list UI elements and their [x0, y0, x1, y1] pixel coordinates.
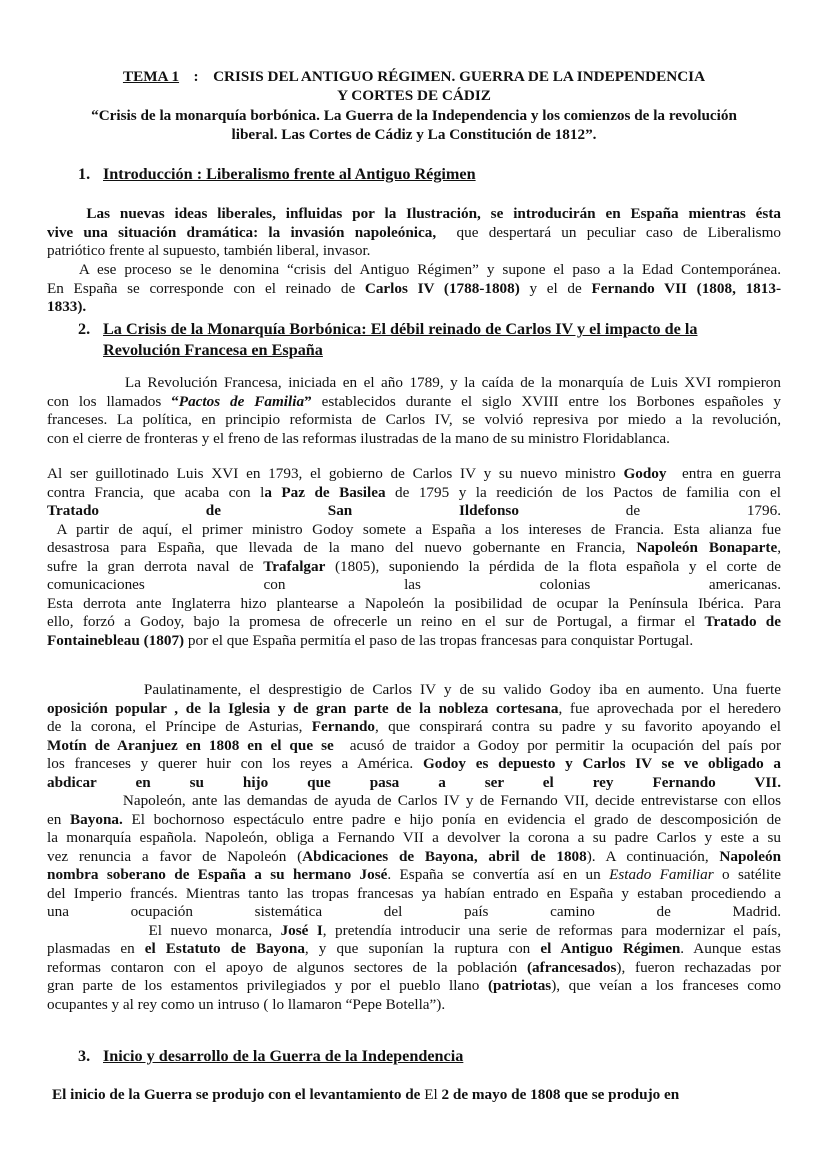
text-line: [47, 755, 781, 774]
text-run: El inicio de la Guerra se produjo con el levantamiento de: [52, 1086, 425, 1103]
text-line: [47, 280, 781, 299]
text-run: nombra soberano de España a su hermano José: [47, 866, 388, 883]
text-run: con el cierre de fronteras y el freno de las reformas ilustradas de la mano de su ministro Floridablanca.: [47, 429, 670, 447]
text-run: Bayona.: [70, 810, 123, 828]
text-line: [47, 829, 781, 848]
text-run: Carlos IV (1788-1808): [364, 279, 520, 297]
text-run: gran parte de los estamentos privilegiados y por el pueblo llano: [47, 977, 488, 994]
text-line: [47, 393, 781, 412]
text-run: Al ser guillotinado Luis XVI en 1793, el gobierno de Carlos IV y su nuevo ministro: [47, 465, 624, 482]
text-line: [47, 224, 781, 243]
text-run: José I: [280, 921, 323, 939]
text-line: [47, 411, 781, 430]
title-line-2: Y CORTES DE CÁDIZ: [337, 87, 491, 104]
text-run: plasmadas en: [47, 940, 145, 957]
text-run: los franceses y querer huir con los reyes a América.: [47, 755, 423, 772]
text-run: Fernando: [311, 718, 376, 735]
text-run: Abdicaciones de Bayona, abril de 1808: [302, 847, 587, 865]
text-line: [47, 502, 781, 521]
text-line: [47, 576, 781, 595]
text-run: oposición popular , de la Iglesia y de gran parte de la nobleza cortesana: [47, 699, 559, 717]
text-run: Las nuevas ideas liberales, influidas por la Ilustración, se introducirán en España mientras ésta: [47, 205, 781, 222]
text-run: , y que suponían la ruptura con: [304, 940, 541, 957]
text-run: Napoleón, ante las demandas de ayuda de Carlos IV y de Fernando VII, decide entrevistarse con ellos: [47, 792, 781, 809]
section-number: 1.: [78, 165, 91, 183]
text-line: [47, 681, 781, 700]
text-run: ocupantes y al rey como un intruso ( lo llamaron “Pepe Botella”).: [47, 995, 446, 1013]
section-title-line-1: La Crisis de la Monarquía Borbónica: El débil reinado de Carlos IV y el impacto de la: [103, 320, 698, 338]
text-line: [47, 242, 781, 261]
section-2-paragraph-1: [47, 374, 781, 448]
text-line: [47, 940, 781, 959]
text-run: 1833).: [47, 298, 87, 315]
text-line: [47, 539, 781, 558]
text-line: [47, 718, 781, 737]
text-run: El bochornoso espectáculo entre padre e hijo ponía en evidencia el grado de descomposición de: [122, 810, 781, 828]
text-run: desastrosa para España, que llevada de la mano del nuevo gobernante en Francia,: [47, 539, 637, 556]
text-run: 2 de mayo de 1808 que se produjo en: [441, 1086, 680, 1103]
text-run: “: [171, 392, 179, 410]
text-line: [47, 298, 781, 317]
text-line: [47, 558, 781, 577]
text-run: ), fueron rechazadas por: [616, 958, 781, 976]
text-run: Godoy es depuesto y Carlos IV se ve obligado a: [422, 755, 781, 772]
section-3-paragraph-1: [52, 1086, 786, 1105]
text-line: [47, 977, 781, 996]
text-run: Godoy: [623, 465, 667, 482]
text-run: Pactos de Familia: [178, 392, 305, 410]
text-run: entra en guerra: [666, 465, 781, 482]
text-run: Tratado de: [704, 613, 781, 630]
text-run: (afrancesados: [526, 958, 617, 976]
section-3-heading: [78, 1046, 778, 1068]
text-run: ). A continuación,: [586, 847, 720, 865]
text-run: por el que España permitía el paso de las tropas francesas para conquistar Portugal.: [184, 631, 694, 649]
text-run: Estado Familiar: [609, 866, 714, 883]
text-run: que despertará un peculiar caso de Liberalismo: [436, 223, 781, 241]
text-run: y el de: [519, 279, 592, 297]
subtitle-line-1: “Crisis de la monarquía borbónica. La Guerra de la Independencia y los comienzos de la revolución: [91, 107, 737, 124]
text-run: Tratado de San Ildefonso: [47, 502, 519, 519]
text-line: [47, 903, 781, 922]
text-run: con los llamados: [47, 392, 172, 410]
title-separator: :: [193, 68, 199, 85]
section-1-heading: [78, 164, 778, 186]
text-run: Motín de Aranjuez en 1808 en el que se: [47, 736, 334, 754]
text-run: o satélite: [713, 866, 781, 883]
text-line: [47, 595, 781, 614]
section-2-heading: [78, 319, 788, 361]
text-run: Esta derrota ante Inglaterra hizo plantearse a Napoleón la posibilidad de ocupar la Península Ibérica. Para: [47, 594, 781, 612]
text-run: franceses. La política, en principio reformista de Carlos IV, se volvió represiva por miedo a la revolución,: [47, 411, 781, 428]
text-run: de la corona, el Príncipe de Asturias,: [47, 718, 312, 735]
text-run: ,: [777, 539, 781, 556]
text-line: [47, 205, 781, 224]
text-line: [52, 1086, 786, 1105]
text-run: El: [424, 1086, 442, 1103]
text-run: , que conspirará contra su padre y su favorito apoyando el: [375, 718, 781, 735]
section-title-line-2: Revolución Francesa en España: [103, 341, 323, 359]
subtitle-line-2: liberal. Las Cortes de Cádiz y La Constitución de 1812”.: [231, 126, 597, 143]
text-run: Napoleón Bonaparte: [636, 539, 778, 556]
text-line: [47, 430, 781, 449]
section-1-paragraph-2: [47, 261, 781, 317]
text-run: Trafalgar: [263, 557, 326, 575]
text-line: [47, 737, 781, 756]
text-run: Napoleón: [719, 847, 782, 865]
text-run: a Paz de Basilea: [264, 483, 386, 501]
text-line: [47, 792, 781, 811]
text-run: Fernando VII (1808, 1813-: [591, 279, 781, 297]
text-run: el Antiguo Régimen: [540, 940, 681, 957]
text-run: El nuevo monarca,: [47, 921, 281, 939]
text-run: En España se corresponde con el reinado de: [47, 279, 365, 297]
section-1-paragraph-1: [47, 205, 781, 261]
text-run: de 1796.: [518, 502, 782, 519]
text-run: patriótico frente al supuesto, también liberal, invasor.: [47, 242, 371, 259]
text-line: [47, 613, 781, 632]
text-run: (1805), suponiendo la pérdida de la flota española y el corte de: [325, 557, 781, 575]
text-line: [47, 261, 781, 280]
text-run: . Aunque estas: [680, 940, 781, 957]
text-line: [47, 811, 781, 830]
text-run: acusó de traidor a Godoy por permitir la ocupación del país por: [333, 736, 781, 754]
text-run: vive una situación dramática: la invasión napoleónica,: [47, 223, 437, 241]
text-line: [47, 885, 781, 904]
text-run: . España se convertía así en un: [387, 866, 610, 883]
text-run: el Estatuto de Bayona: [144, 940, 305, 957]
text-run: la monarquía española. Napoleón, obliga a Fernando VII a devolver la corona a su padre Carlos y este a su: [47, 829, 781, 846]
text-run: sufre la gran derrota naval de: [47, 557, 264, 575]
text-run: vez renuncia a favor de Napoleón (: [47, 847, 303, 865]
text-line: [47, 996, 781, 1015]
text-line: [47, 848, 781, 867]
text-run: (patriotas: [487, 977, 552, 994]
text-run: A partir de aquí, el primer ministro Godoy somete a España a los intereses de Francia. Esta alianza fue: [47, 520, 781, 538]
text-run: en: [47, 810, 71, 828]
document-title: [40, 67, 788, 105]
section-number: 3.: [78, 1047, 91, 1065]
text-run: establecidos durante el siglo XVIII entre los Borbones españoles y: [311, 392, 782, 410]
section-title: Introducción : Liberalismo frente al Antiguo Régimen: [103, 165, 476, 183]
text-line: [47, 866, 781, 885]
text-line: [47, 922, 781, 941]
document-subtitle: [40, 106, 788, 144]
title-line-1: CRISIS DEL ANTIGUO RÉGIMEN. GUERRA DE LA INDEPENDENCIA: [213, 68, 706, 85]
section-title: Inicio y desarrollo de la Guerra de la Independencia: [103, 1047, 464, 1065]
text-run: de 1795 y la reedición de los Pactos de familia con el: [385, 483, 781, 501]
text-run: Paulatinamente, el desprestigio de Carlos IV y de su valido Godoy iba en aumento. Una fuerte: [47, 681, 781, 698]
text-run: comunicaciones con las colonias americanas.: [47, 576, 781, 593]
text-line: [47, 959, 781, 978]
text-run: Fontainebleau (1807): [47, 631, 185, 649]
text-line: [47, 700, 781, 719]
section-number: 2.: [78, 320, 91, 338]
text-line: [47, 484, 781, 503]
text-line: [47, 774, 781, 793]
text-run: una ocupación sistemática del país camino de Madrid.: [47, 903, 781, 920]
text-run: contra Francia, que acaba con l: [47, 483, 265, 501]
text-run: , pretendía introducir una serie de reformas para modernizar el país,: [322, 921, 781, 939]
text-run: La Revolución Francesa, iniciada en el año 1789, y la caída de la monarquía de Luis XVI rompieron: [47, 374, 781, 391]
text-line: [47, 465, 781, 484]
section-2-paragraph-2: [47, 465, 781, 650]
text-line: [47, 521, 781, 540]
text-line: [47, 632, 781, 651]
text-run: del Imperio francés. Mientras tanto las tropas francesas ya habían entrado en España y estaban procediendo a: [47, 884, 781, 902]
text-run: abdicar en su hijo que pasa a ser el rey Fernando VII.: [47, 773, 781, 791]
tema-label: TEMA 1: [122, 68, 180, 85]
text-run: , fue aprovechada por el heredero: [558, 699, 782, 717]
text-line: [47, 374, 781, 393]
text-run: ello, forzó a Godoy, bajo la promesa de ofrecerle un reino en el sur de Portugal, a firmar el: [47, 613, 705, 630]
text-run: reformas contaron con el apoyo de algunos sectores de la población: [47, 958, 527, 976]
text-run: ), que veían a los franceses como: [551, 977, 781, 994]
text-run: A ese proceso se le denomina “crisis del Antiguo Régimen” y supone el paso a la Edad Contemporánea.: [47, 261, 781, 278]
section-2-paragraph-3: [47, 681, 781, 1014]
text-run: ”: [304, 392, 312, 410]
